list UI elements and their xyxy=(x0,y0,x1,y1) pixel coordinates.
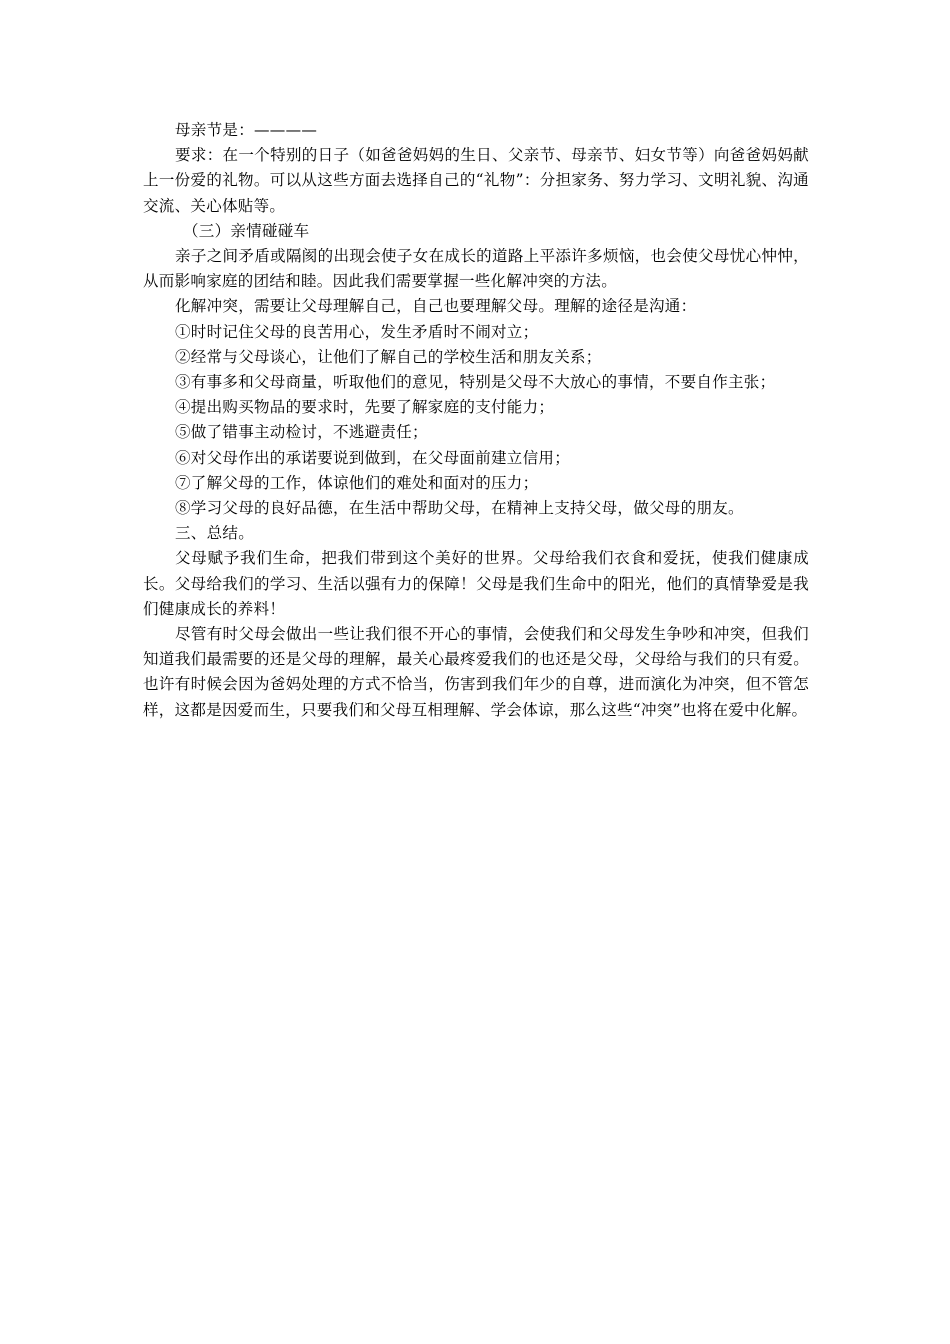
method-intro: 化解冲突，需要让父母理解自己，自己也要理解父母。理解的途径是沟通： xyxy=(175,297,697,316)
document-body xyxy=(143,118,809,723)
method-item-8: ⑧学习父母的良好品德，在生活中帮助父母，在精神上支持父母，做父母的朋友。 xyxy=(175,499,744,518)
summary-heading: 三、总结。 xyxy=(175,524,255,543)
method-item-2: ②经常与父母谈心，让他们了解自己的学校生活和朋友关系； xyxy=(175,347,602,366)
intro-paragraph: 亲子之间矛盾或隔阂的出现会使子女在成长的道路上平添许多烦恼，也会使父母忧心忡忡，从而影响家庭的团结和睦。因此我们需要掌握一些化解冲突的方法。 xyxy=(143,247,809,291)
summary-paragraph-2: 尽管有时父母会做出一些让我们很不开心的事情，会使我们和父母发生争吵和冲突，但我们知道我们最需要的还是父母的理解，最关心最疼爱我们的也还是父母，父母给与我们的只有爱。也许有时候会因为爸妈处理的方式不恰当，伤害到我们年少的自尊，进而演化为冲突，但不管怎样，这都是因爱而生，只要我们和父母互相理解、学会体谅，那么这些“冲突”也将在爱中化解。 xyxy=(143,625,809,719)
method-item-4: ④提出购买物品的要求时，先要了解家庭的支付能力； xyxy=(175,398,555,417)
section-heading: （三）亲情碰碰车 xyxy=(183,221,310,240)
method-item-3: ③有事多和父母商量，听取他们的意见，特别是父母不大放心的事情，不要自作主张； xyxy=(175,373,776,392)
summary-paragraph-1: 父母赋予我们生命，把我们带到这个美好的世界。父母给我们衣食和爱抚，使我们健康成长。父母给我们的学习、生活以强有力的保障！父母是我们生命中的阳光，他们的真情挚爱是我们健康成长的养料！ xyxy=(143,549,809,618)
requirement-paragraph: 要求：在一个特别的日子（如爸爸妈妈的生日、父亲节、母亲节、妇女节等）向爸爸妈妈献上一份爱的礼物。可以从这些方面去选择自己的“礼物”：分担家务、努力学习、文明礼貌、沟通交流、关心体贴等。 xyxy=(143,146,809,215)
mothers-day-line: 母亲节是：———— xyxy=(175,121,318,139)
method-item-6: ⑥对父母作出的承诺要说到做到，在父母面前建立信用； xyxy=(175,448,571,467)
method-item-1: ①时时记住父母的良苦用心，发生矛盾时不闹对立； xyxy=(175,322,539,341)
method-item-5: ⑤做了错事主动检讨，不逃避责任； xyxy=(175,423,428,442)
method-item-7: ⑦了解父母的工作，体谅他们的难处和面对的压力； xyxy=(175,473,539,492)
